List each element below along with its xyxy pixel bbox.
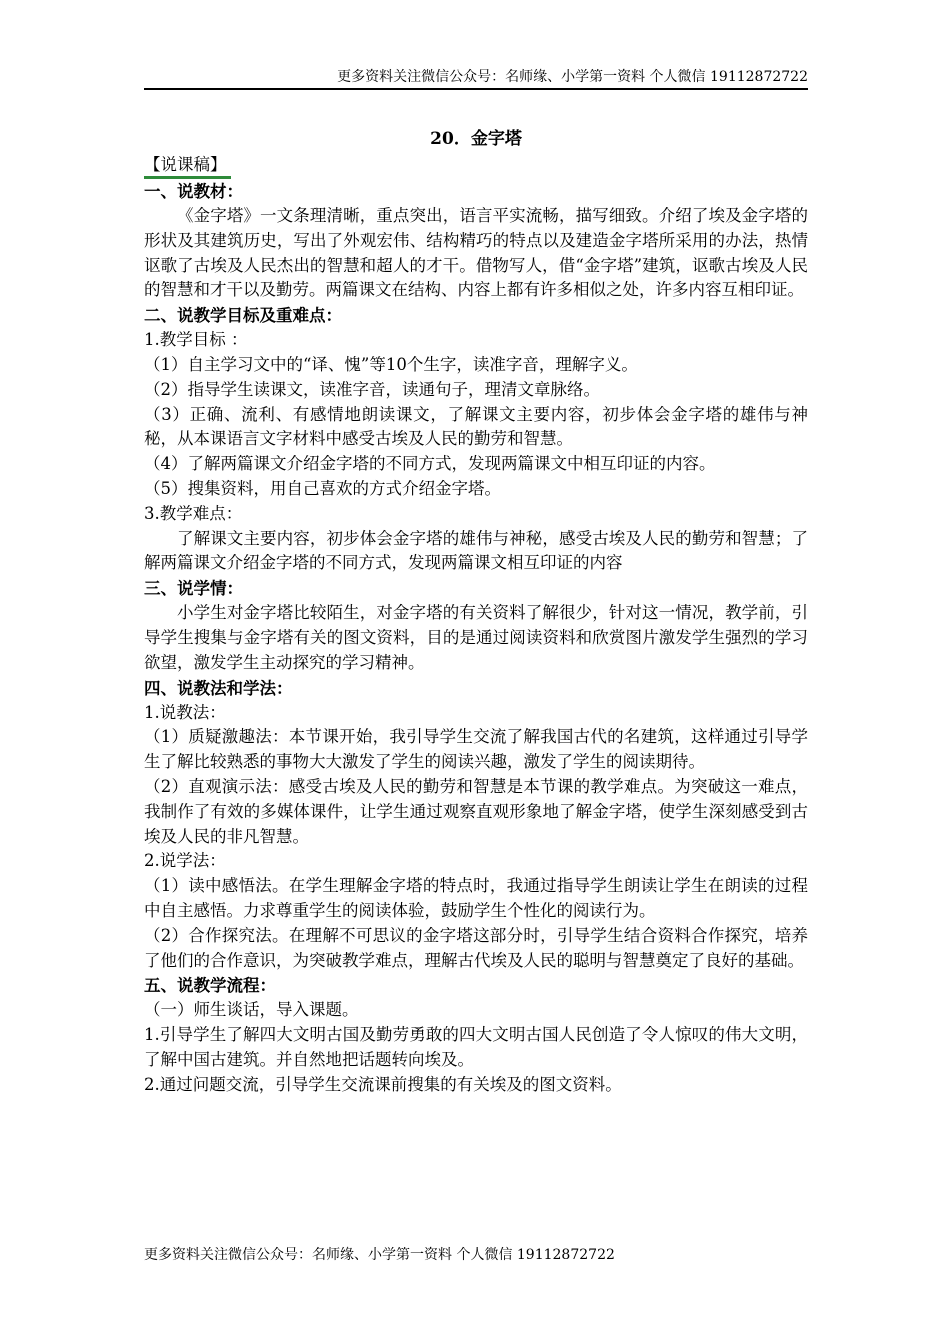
section-heading-3: 三、说学情： bbox=[144, 579, 243, 599]
page-header bbox=[144, 60, 808, 90]
header-text: 更多资料关注微信公众号：名师缘、小学第一资料 个人微信 19112872722 bbox=[337, 69, 808, 85]
list-item: 2.通过问题交流，引导学生交流课前搜集的有关埃及的图文资料。 bbox=[144, 1074, 622, 1094]
subheading: 1.教学目标 ： bbox=[144, 330, 248, 350]
paragraph: 小学生对金字塔比较陌生，对金字塔的有关资料了解很少，针对这一情况，教学前，引导学生搜集与金字塔有关的图文资料，目的是通过阅读资料和欣赏图片激发学生强烈的学习欲望，激发学生主动探究的学习精神。 bbox=[144, 603, 808, 672]
page-footer: 更多资料关注微信公众号：名师缘、小学第一资料 个人微信 19112872722 bbox=[144, 1247, 615, 1263]
list-item: （5）搜集资料，用自己喜欢的方式介绍金字塔。 bbox=[144, 478, 501, 498]
section-heading-2: 二、说教学目标及重难点： bbox=[144, 306, 342, 326]
section-heading-4: 四、说教法和学法： bbox=[144, 678, 293, 698]
list-item: 1.引导学生了解四大文明古国及勤劳勇敢的四大文明古国人民创造了令人惊叹的伟大文明，了解中国古建筑。并自然地把话题转向埃及。 bbox=[144, 1025, 808, 1069]
list-item: （3）正确、流利、有感情地朗读课文，了解课文主要内容，初步体会金字塔的雄伟与神秘，从本课语言文字材料中感受古埃及人民的勤劳和智慧。 bbox=[144, 404, 808, 449]
paragraph: 《金字塔》一文条理清晰，重点突出，语言平实流畅，描写细致。介绍了埃及金字塔的形状及其建筑历史，写出了外观宏伟、结构精巧的特点以及建造金字塔所采用的办法，热情讴歌了古埃及人民杰出的智慧和超人的才干。借物写人，借“金字塔”建筑，讴歌古埃及人民的智慧和才干以及勤劳。两篇课文在结构、内容上都有许多相似之处，许多内容互相印证。 bbox=[144, 206, 808, 300]
section-tag: 【说课稿】 bbox=[144, 154, 231, 179]
list-item: （2）直观演示法：感受古埃及人民的勤劳和智慧是本节课的教学难点。为突破这一难点，我制作了有效的多媒体课件，让学生通过观察直观形象地了解金字塔，使学生深刻感受到古埃及人民的非凡智慧。 bbox=[144, 776, 808, 846]
list-item: （1）读中感悟法。在学生理解金字塔的特点时，我通过指导学生朗读让学生在朗读的过程中自主感悟。力求尊重学生的阅读体验，鼓励学生个性化的阅读行为。 bbox=[144, 876, 808, 920]
subheading: （一）师生谈话，导入课题。 bbox=[144, 1000, 359, 1020]
subheading: 3.教学难点： bbox=[144, 503, 243, 523]
list-item: （2）合作探究法。在理解不可思议的金字塔这部分时，引导学生结合资料合作探究，培养了他们的合作意识，为突破教学难点，理解古代埃及人民的聪明与智慧奠定了良好的基础。 bbox=[144, 925, 808, 970]
section-heading-1: 一、说教材： bbox=[144, 182, 243, 201]
section-heading-5: 五、说教学流程： bbox=[144, 976, 276, 996]
subheading: 1.说教法： bbox=[144, 702, 226, 722]
document-title: 20．金字塔 bbox=[430, 129, 522, 149]
list-item: （2）指导学生读课文，读准字音，读通句子，理清文章脉络。 bbox=[144, 379, 600, 399]
paragraph: 了解课文主要内容，初步体会金字塔的雄伟与神秘，感受古埃及人民的勤劳和智慧；了解两篇课文介绍金字塔的不同方式，发现两篇课文相互印证的内容 bbox=[144, 528, 808, 573]
subheading: 2.说学法： bbox=[144, 851, 226, 871]
list-item: （1）质疑激趣法：本节课开始，我引导学生交流了解我国古代的名建筑，这样通过引导学生了解比较熟悉的事物大大激发了学生的阅读兴趣，激发了学生的阅读期待。 bbox=[144, 727, 808, 772]
list-item: （4）了解两篇课文介绍金字塔的不同方式，发现两篇课文中相互印证的内容。 bbox=[144, 454, 716, 474]
list-item: （1）自主学习文中的“译、愧”等10个生字，读准字音，理解字义。 bbox=[144, 354, 638, 374]
document-body bbox=[144, 126, 808, 1098]
